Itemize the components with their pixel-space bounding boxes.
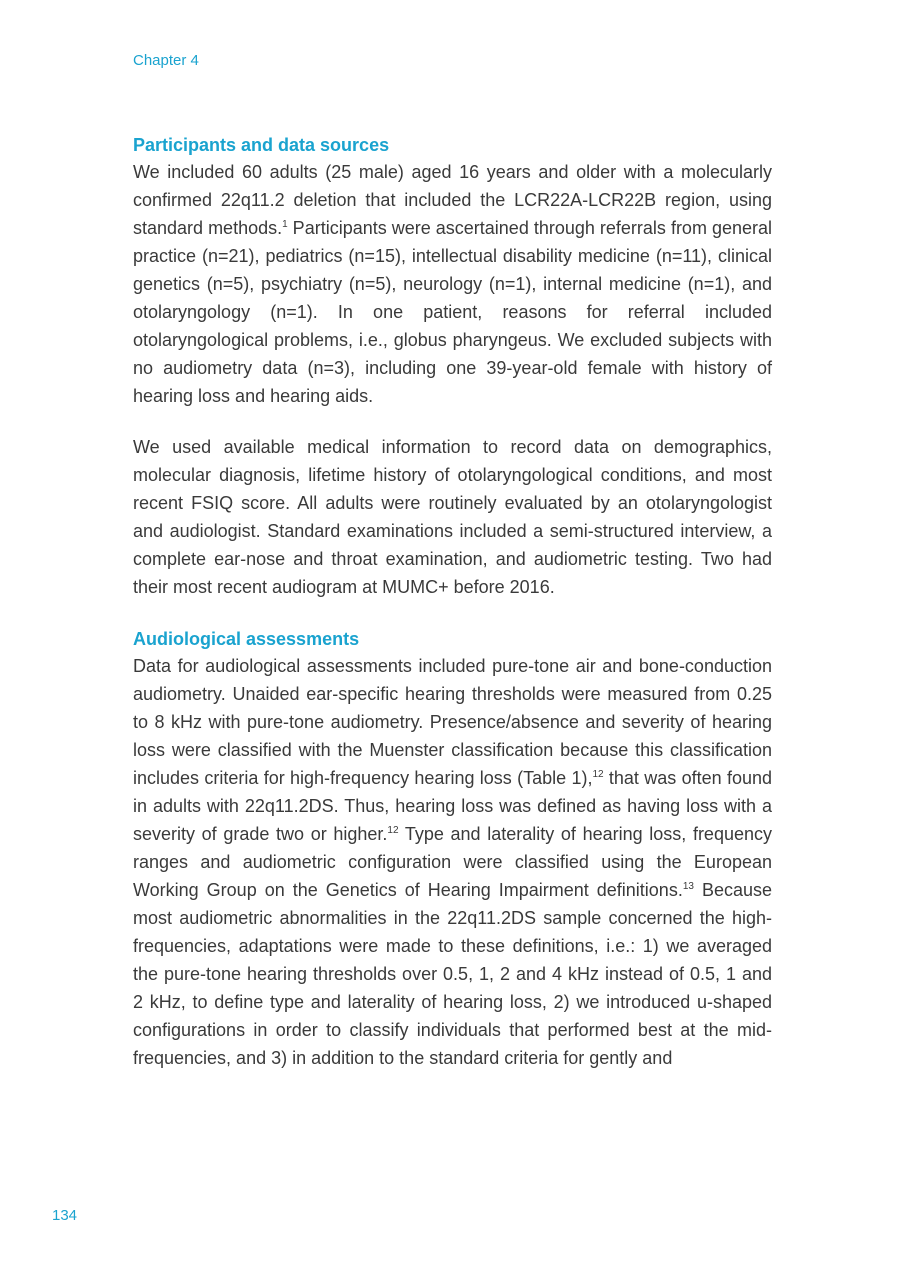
text-run: that was often found in adults with 22q11.2DS. Thus, hearing loss was defined as having loss with a severity of grade two or higher. xyxy=(133,768,772,844)
text-run: We used available medical information to record data on demographics, molecular diagnosis, lifetime history of otolaryngological conditions, and most recent FSIQ score. All adults were routinely evaluated by an otolaryngologist and audiologist. Standard examinations included a semi-structured interview, a complete ear-nose and throat examination, and audiometric testing. Two had their most recent audiogram at MUMC+ before 2016. xyxy=(133,437,772,597)
section-heading-audiological: Audiological assessments xyxy=(133,629,360,649)
citation-superscript: 12 xyxy=(592,769,604,780)
running-head-chapter: Chapter 4 xyxy=(133,52,199,69)
paragraph-participants-1 xyxy=(133,158,772,410)
paragraph-participants-2 xyxy=(133,433,772,601)
text-run: We included 60 adults (25 male) aged 16 years and older with a molecularly confirmed 22q11.2 deletion that included the LCR22A-LCR22B region, using standard methods. xyxy=(133,162,772,238)
text-run: Type and laterality of hearing loss, frequency ranges and audiometric configuration were classified using the European Working Group on the Genetics of Hearing Impairment definitions. xyxy=(133,824,772,900)
text-run: Participants were ascertained through referrals from general practice (n=21), pediatrics (n=15), intellectual disability medicine (n=11), clinical genetics (n=5), psychiatry (n=5), neurology (n=1), internal medicine (n=1), and otolaryngology (n=1). In one patient, reasons for referral included otolaryngological problems, i.e., globus pharyngeus. We excluded subjects with no audiometry data (n=3), including one 39-year-old female with history of hearing loss and hearing aids. xyxy=(133,218,773,406)
citation-superscript: 12 xyxy=(387,825,399,836)
page-body xyxy=(133,136,772,1072)
citation-superscript: 13 xyxy=(682,881,694,892)
citation-superscript: 1 xyxy=(282,219,288,230)
text-run: Because most audiometric abnormalities in the 22q11.2DS sample concerned the high-frequencies, adaptations were made to these definitions, i.e.: 1) we averaged the pure-tone hearing thresholds over 0.5, 1, 2 and 4 kHz instead of 0.5, 1 and 2 kHz, to define type and laterality of hearing loss, 2) we introduced u-shaped configurations in order to classify individuals that performed best at the mid-frequencies, and 3) in addition to the standard criteria for gently and xyxy=(133,880,772,1068)
section-heading-participants: Participants and data sources xyxy=(133,135,390,155)
paragraph-audiological-1 xyxy=(133,652,772,1072)
page-number: 134 xyxy=(52,1207,78,1224)
text-run: Data for audiological assessments included pure-tone air and bone-conduction audiometry. Unaided ear-specific hearing thresholds were measured from 0.25 to 8 kHz with pure-tone audiometry. Presence/absence and severity of hearing loss were classified with the Muenster classification because this classification includes criteria for high-frequency hearing loss (Table 1), xyxy=(133,656,772,788)
